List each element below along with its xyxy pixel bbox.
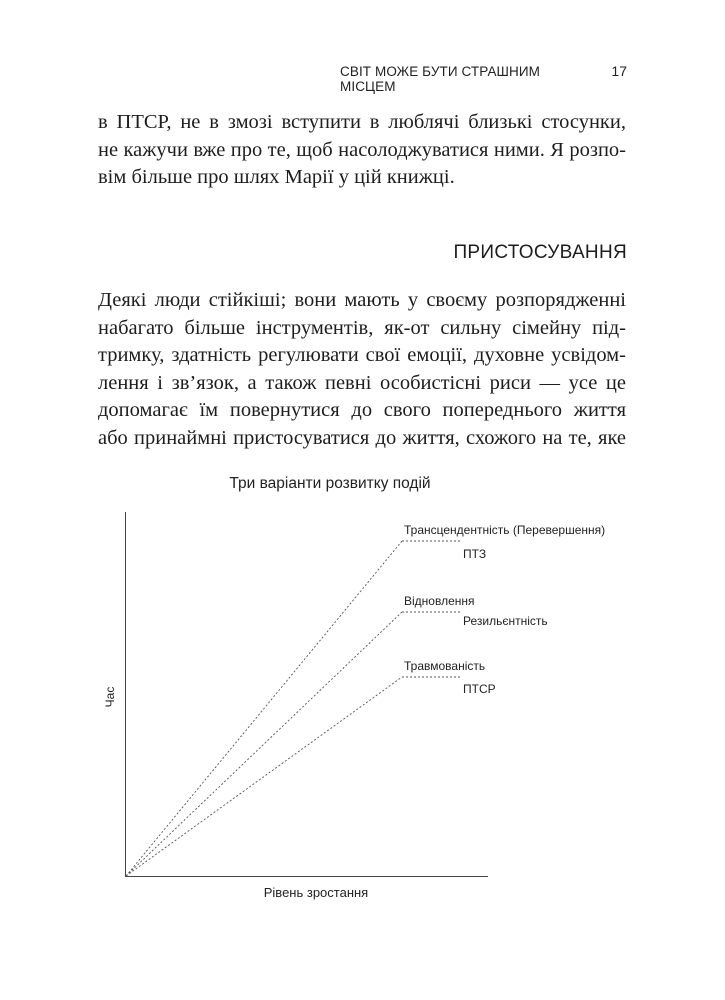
trajectory-traumatized xyxy=(126,659,496,876)
text-line: вім більше про шлях Марії у цій книжці. xyxy=(98,166,455,188)
trajectory-sublabel: Резильєнтність xyxy=(463,614,548,628)
text-line: Деякі люди стійкіші; вони мають у своєму розпорядженні xyxy=(98,289,626,311)
trajectory-sublabel: ПТСР xyxy=(463,682,496,696)
text-line: не кажучи вже про те, щоб насолоджуватися ними. Я розпо- xyxy=(98,138,626,161)
running-title: СВІТ МОЖЕ БУТИ СТРАШНИМ МІСЦЕМ xyxy=(340,64,541,94)
page-number: 17 xyxy=(611,63,627,79)
trajectory-label: Травмованість xyxy=(404,659,486,673)
paragraph-2 xyxy=(98,287,626,452)
figure-title: Три варіанти розвитку подій xyxy=(229,475,431,492)
text-line: або принаймні пристосуватися до життя, схожого на те, яке xyxy=(98,426,626,449)
trajectory-line xyxy=(126,612,402,876)
trajectory-recovery xyxy=(126,594,548,876)
growth-diagram xyxy=(0,460,725,920)
text-line: тримку, здатність регулювати свої емоції, духовне усвідом- xyxy=(98,344,626,366)
text-line: допомагає їм повернутися до свого попереднього життя xyxy=(98,399,626,421)
x-axis-label: Рівень зростання xyxy=(263,885,369,900)
running-header xyxy=(340,63,627,94)
text-line: набагато більше інструментів, як-от сильну сімейну під- xyxy=(98,316,626,339)
trajectory-line xyxy=(126,541,402,876)
trajectory-label: Відновлення xyxy=(404,594,475,608)
trajectory-line xyxy=(126,677,402,876)
trajectory-sublabel: ПТЗ xyxy=(463,547,487,561)
section-heading: ПРИСТОСУВАННЯ xyxy=(453,242,627,263)
trajectory-label: Трансцендентність (Перевершення) xyxy=(404,523,606,537)
text-line: в ПТСР, не в змозі вступити в люблячі близькі стосунки, xyxy=(98,111,626,133)
y-axis-label: Час xyxy=(103,686,117,708)
paragraph-1 xyxy=(98,109,626,192)
text-line: лення і зв’язок, а також певні особистісні риси — усе це xyxy=(98,371,626,394)
trajectory-transcendence xyxy=(126,523,605,876)
